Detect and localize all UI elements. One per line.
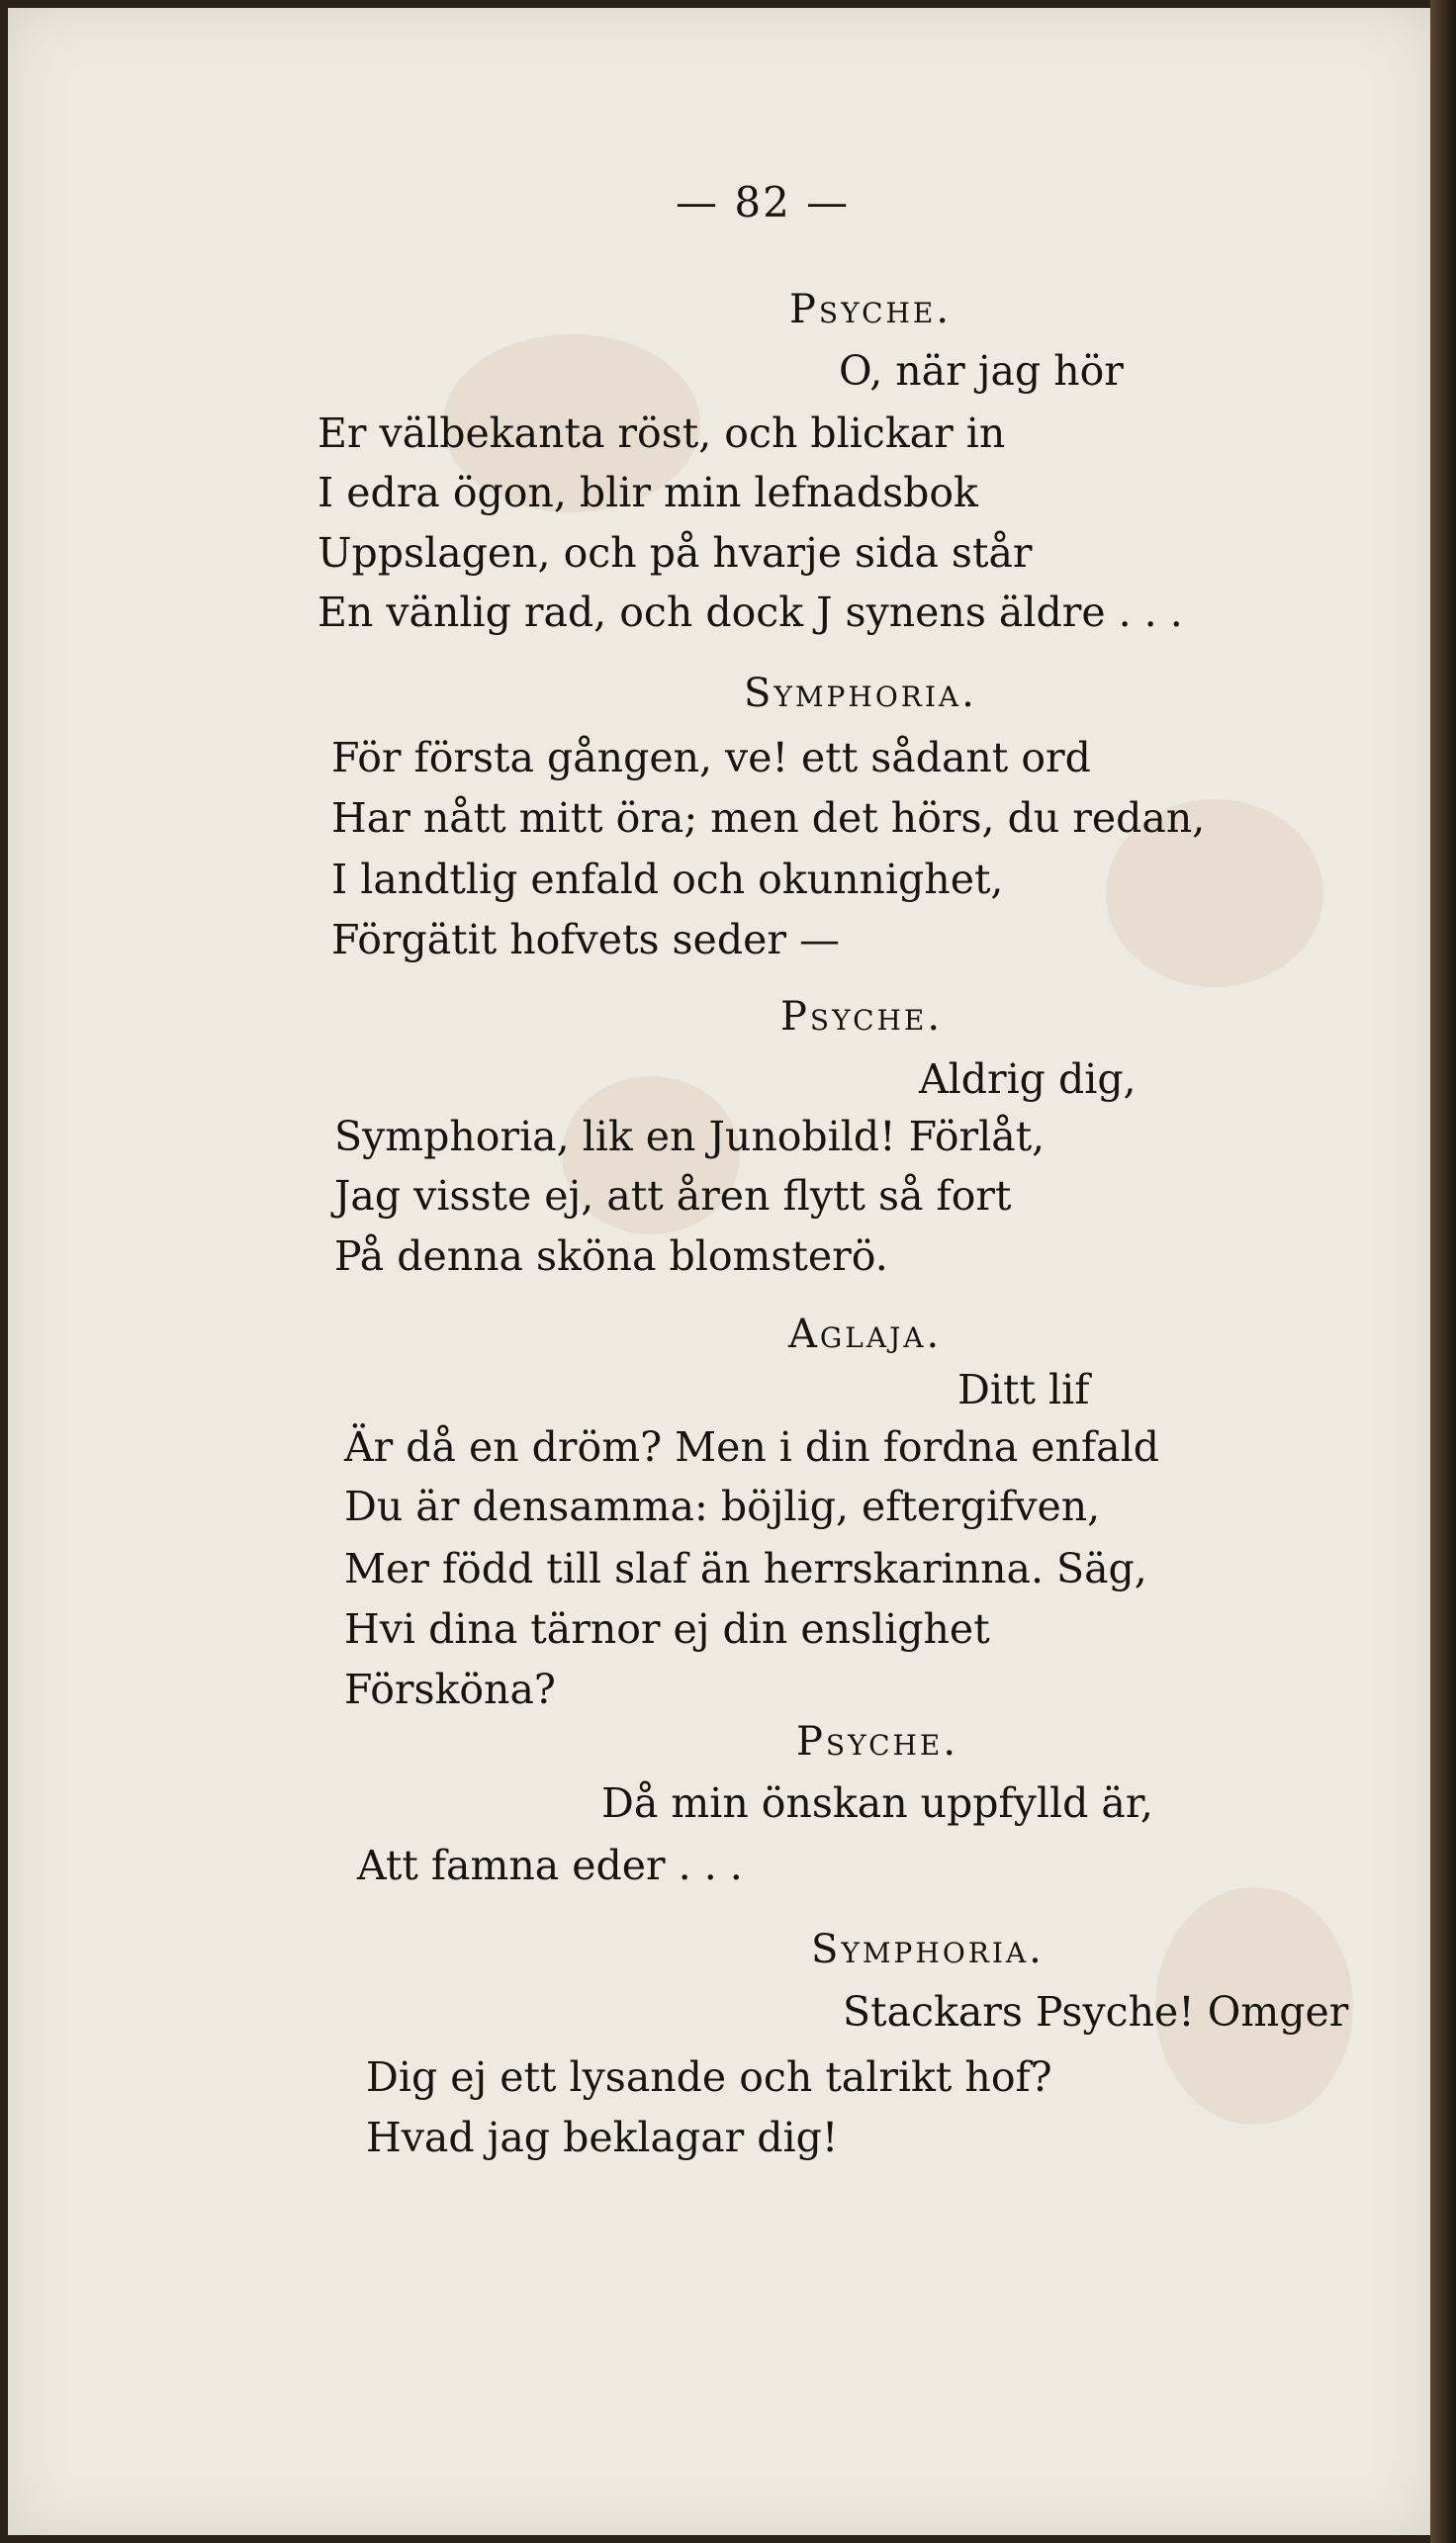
verse-line: I landtlig enfald och okunnighet,: [331, 856, 1004, 903]
verse-line: Du är densamma: böjlig, eftergifven,: [344, 1483, 1101, 1530]
speaker-name: Psyche.: [780, 994, 944, 1040]
verse-line: I edra ögon, blir min lefnadsbok: [318, 469, 978, 516]
verse-line: Er välbekanta röst, och blickar in: [318, 409, 1006, 457]
verse-line: Förgätit hofvets seder —: [331, 916, 840, 963]
speaker-name: Aglaja.: [788, 1312, 943, 1357]
verse-line: För första gången, ve! ett sådant ord: [331, 734, 1091, 781]
speaker-name: Symphoria.: [744, 671, 977, 716]
verse-line: Symphoria, lik en Junobild! Förlåt,: [334, 1113, 1046, 1160]
verse-line: Att famna eder . . .: [357, 1842, 743, 1889]
verse-line: Då min önskan uppfylld är,: [601, 1779, 1153, 1827]
speaker-name: Psyche.: [796, 1719, 959, 1765]
verse-line: Hvad jag beklagar dig!: [366, 2114, 839, 2161]
verse-line: O, när jag hör: [839, 347, 1124, 395]
verse-line: Har nått mitt öra; men det hörs, du redan,: [331, 794, 1206, 842]
book-page: [8, 8, 1432, 2535]
verse-line: Ditt lif: [957, 1366, 1090, 1413]
verse-line: Jag visste ej, att åren flytt så fort: [334, 1172, 1012, 1220]
speaker-name: Psyche.: [789, 287, 953, 332]
page-number: — 82 —: [676, 178, 851, 227]
verse-line: Försköna?: [344, 1666, 556, 1713]
verse-line: Aldrig dig,: [919, 1055, 1137, 1103]
verse-line: Stackars Psyche! Omger: [843, 1988, 1349, 2036]
verse-line: Uppslagen, och på hvarje sida står: [318, 529, 1033, 577]
verse-line: En vänlig rad, och dock J synens äldre . . .: [318, 589, 1183, 636]
book-binding-edge: [1430, 0, 1456, 2543]
verse-line: Mer född till slaf än herrskarinna. Säg,: [344, 1545, 1147, 1592]
verse-line: Hvi dina tärnor ej din enslighet: [344, 1605, 990, 1653]
verse-line: På denna sköna blomsterö.: [334, 1232, 888, 1280]
speaker-name: Symphoria.: [811, 1927, 1045, 1972]
verse-line: Är då en dröm? Men i din fordna enfald: [344, 1423, 1159, 1471]
verse-line: Dig ej ett lysande och talrikt hof?: [366, 2053, 1052, 2101]
